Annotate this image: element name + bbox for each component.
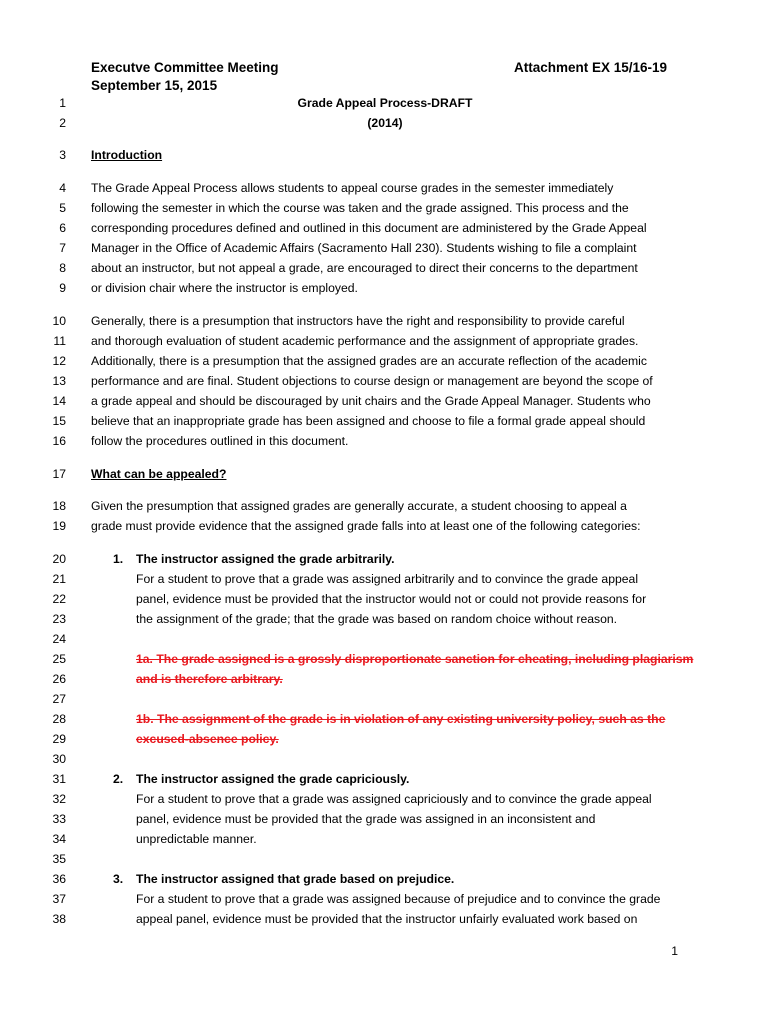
- list-item-text: panel, evidence must be provided that the instructor would not or could not provide reasons for: [136, 592, 647, 606]
- line: [0, 351, 770, 371]
- line: [0, 549, 770, 569]
- line: [0, 589, 770, 609]
- meeting-title: Executve Committee Meeting: [91, 60, 279, 75]
- section-heading-what-can-be-appealed: What can be appealed?: [91, 467, 227, 481]
- line: [0, 809, 770, 829]
- line-number: 36: [52, 872, 66, 886]
- line: [0, 278, 770, 298]
- list-item-text: the assignment of the grade; that the grade was based on random choice without reason.: [136, 612, 618, 626]
- line-number: 28: [52, 712, 66, 726]
- line-number: 32: [52, 792, 66, 806]
- line-number: 22: [52, 592, 66, 606]
- line: [0, 258, 770, 278]
- line: [0, 113, 770, 133]
- line-number: 12: [52, 354, 66, 368]
- section-heading-introduction: Introduction: [91, 148, 163, 162]
- line: [0, 769, 770, 789]
- list-item-heading: The instructor assigned that grade based on prejudice.: [136, 872, 455, 886]
- line: [0, 789, 770, 809]
- line-number: 7: [59, 241, 66, 255]
- line-number: 15: [52, 414, 66, 428]
- paragraph-text: grade must provide evidence that the assigned grade falls into at least one of the following categories:: [91, 519, 641, 533]
- line: [0, 198, 770, 218]
- line: [0, 371, 770, 391]
- line: [0, 331, 770, 351]
- paragraph-text: The Grade Appeal Process allows students to appeal course grades in the semester immediately: [91, 181, 614, 195]
- line-number: 16: [52, 434, 66, 448]
- line-number: 35: [52, 852, 66, 866]
- line: [0, 496, 770, 516]
- list-item-number: 1.: [113, 552, 124, 566]
- line-number: 17: [52, 467, 66, 481]
- list-item-text: For a student to prove that a grade was assigned capriciously and to convince the grade appeal: [136, 792, 652, 806]
- line-number: 21: [52, 572, 66, 586]
- line-number: 6: [59, 221, 66, 235]
- line: [0, 145, 770, 165]
- paragraph-text: Given the presumption that assigned grades are generally accurate, a student choosing to appeal a: [91, 499, 627, 513]
- line: [0, 629, 770, 649]
- line: [0, 869, 770, 889]
- deleted-text: 1a. The grade assigned is a grossly disproportionate sanction for cheating, including plagiarism: [136, 652, 694, 666]
- line-number: 4: [59, 181, 66, 195]
- line-number: 23: [52, 612, 66, 626]
- line: [0, 729, 770, 749]
- paragraph-text: corresponding procedures defined and outlined in this document are administered by the Grade Appeal: [91, 221, 647, 235]
- line: [0, 93, 770, 113]
- document-title: Grade Appeal Process-DRAFT: [297, 96, 473, 110]
- document-year: (2014): [367, 116, 403, 130]
- line: [0, 431, 770, 451]
- paragraph-text: following the semester in which the course was taken and the grade assigned. This process and the: [91, 201, 629, 215]
- list-item-text: panel, evidence must be provided that the grade was assigned in an inconsistent and: [136, 812, 596, 826]
- line-number: 30: [52, 752, 66, 766]
- paragraph-text: a grade appeal and should be discouraged by unit chairs and the Grade Appeal Manager. Students who: [91, 394, 651, 408]
- deleted-text: and is therefore arbitrary.: [136, 672, 283, 686]
- line: [0, 909, 770, 929]
- paragraph-text: performance and are final. Student objections to course design or management are beyond the scope of: [91, 374, 653, 388]
- line: [0, 889, 770, 909]
- line-number: 33: [52, 812, 66, 826]
- paragraph-text: Manager in the Office of Academic Affairs (Sacramento Hall 230). Students wishing to file a complaint: [91, 241, 637, 255]
- list-item-text: appeal panel, evidence must be provided that the instructor unfairly evaluated work based on: [136, 912, 638, 926]
- list-item-heading: The instructor assigned the grade capriciously.: [136, 772, 410, 786]
- line-number: 9: [59, 281, 66, 295]
- line-number: 19: [52, 519, 66, 533]
- line-number: 3: [59, 148, 66, 162]
- line: [0, 391, 770, 411]
- paragraph-text: Generally, there is a presumption that instructors have the right and responsibility to provide careful: [91, 314, 625, 328]
- line-number: 31: [52, 772, 66, 786]
- list-item-heading: The instructor assigned the grade arbitrarily.: [136, 552, 395, 566]
- line: [0, 689, 770, 709]
- line: [0, 311, 770, 331]
- list-item-text: For a student to prove that a grade was assigned arbitrarily and to convince the grade appeal: [136, 572, 639, 586]
- paragraph-text: or division chair where the instructor is employed.: [91, 281, 358, 295]
- line-number: 29: [52, 732, 66, 746]
- line: [0, 218, 770, 238]
- paragraph-text: Additionally, there is a presumption that the assigned grades are an accurate reflection of the academic: [91, 354, 647, 368]
- line-number: 26: [52, 672, 66, 686]
- line-number: 27: [52, 692, 66, 706]
- line: [0, 516, 770, 536]
- line: [0, 709, 770, 729]
- line-number: 8: [59, 261, 66, 275]
- line-number: 14: [52, 394, 66, 408]
- deleted-text: excused-absence policy.: [136, 732, 279, 746]
- list-item-text: For a student to prove that a grade was assigned because of prejudice and to convince the grade: [136, 892, 661, 906]
- line-number: 37: [52, 892, 66, 906]
- paragraph-text: and thorough evaluation of student academic performance and the assignment of appropriate grades.: [91, 334, 639, 348]
- line-number: 38: [52, 912, 66, 926]
- paragraph-text: follow the procedures outlined in this document.: [91, 434, 349, 448]
- paragraph-text: about an instructor, but not appeal a grade, are encouraged to direct their concerns to the department: [91, 261, 638, 275]
- line-number: 2: [59, 116, 66, 130]
- line: [0, 464, 770, 484]
- line: [0, 829, 770, 849]
- line-number: 34: [52, 832, 66, 846]
- line-number: 11: [53, 334, 66, 348]
- line-number: 5: [59, 201, 66, 215]
- line-number: 25: [52, 652, 66, 666]
- line: [0, 609, 770, 629]
- line-number: 10: [52, 314, 66, 328]
- line: [0, 669, 770, 689]
- line: [0, 411, 770, 431]
- deleted-text: 1b. The assignment of the grade is in violation of any existing university policy, such as the: [136, 712, 666, 726]
- line-number: 1: [59, 96, 66, 110]
- list-item-text: unpredictable manner.: [136, 832, 257, 846]
- paragraph-text: believe that an inappropriate grade has been assigned and choose to file a formal grade appeal should: [91, 414, 646, 428]
- line-number: 24: [52, 632, 66, 646]
- meeting-date: September 15, 2015: [91, 78, 218, 93]
- line: [0, 238, 770, 258]
- line: [0, 178, 770, 198]
- line: [0, 649, 770, 669]
- line-number: 18: [52, 499, 66, 513]
- line-number: 20: [52, 552, 66, 566]
- attachment-label: Attachment EX 15/16-19: [514, 60, 668, 75]
- line: [0, 569, 770, 589]
- list-item-number: 2.: [113, 772, 124, 786]
- list-item-number: 3.: [113, 872, 124, 886]
- line: [0, 849, 770, 869]
- line: [0, 749, 770, 769]
- line-number: 13: [52, 374, 66, 388]
- page-number: 1: [671, 944, 678, 958]
